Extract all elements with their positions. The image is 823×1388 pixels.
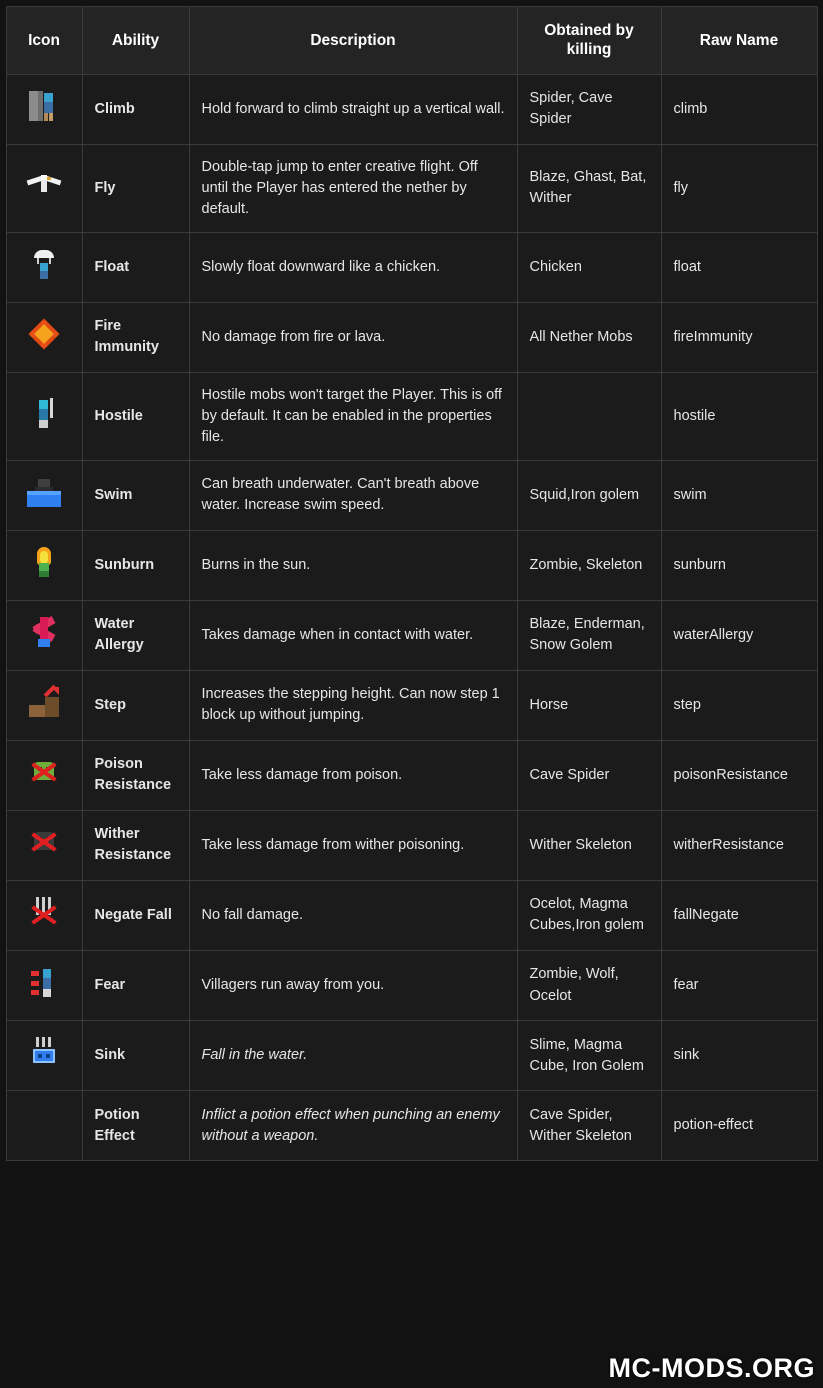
raw-name: swim <box>661 460 817 530</box>
raw-name: fear <box>661 951 817 1021</box>
column-header-raw-name: Raw Name <box>661 7 817 75</box>
icon-cell <box>6 530 82 600</box>
table-row <box>6 1021 817 1091</box>
table-row <box>6 232 817 302</box>
negate-fall-icon <box>25 893 63 931</box>
raw-name: step <box>661 670 817 740</box>
obtained-by-killing <box>517 372 661 460</box>
ability-name: Fear <box>82 951 189 1021</box>
table-row <box>6 74 817 144</box>
obtained-by-killing: Blaze, Enderman, Snow Golem <box>517 600 661 670</box>
fire-immunity-icon <box>25 315 63 353</box>
obtained-by-killing: Squid,Iron golem <box>517 460 661 530</box>
table-header <box>6 7 817 75</box>
icon-cell <box>6 460 82 530</box>
site-watermark: MC-MODS.ORG <box>608 1353 815 1383</box>
water-allergy-icon <box>25 613 63 651</box>
raw-name: climb <box>661 74 817 144</box>
ability-name: Poison Resistance <box>82 740 189 810</box>
ability-name: Sink <box>82 1021 189 1091</box>
fear-icon <box>25 963 63 1001</box>
raw-name: hostile <box>661 372 817 460</box>
step-icon <box>25 683 63 721</box>
icon-cell <box>6 302 82 372</box>
column-header-obtained-by-killing: Obtained by killing <box>517 7 661 75</box>
sink-icon <box>25 1033 63 1071</box>
raw-name: potion-effect <box>661 1091 817 1161</box>
ability-name: Fly <box>82 144 189 232</box>
raw-name: fallNegate <box>661 880 817 950</box>
ability-name: Negate Fall <box>82 880 189 950</box>
raw-name: fly <box>661 144 817 232</box>
ability-description: Take less damage from poison. <box>189 740 517 810</box>
raw-name: poisonResistance <box>661 740 817 810</box>
column-header-icon: Icon <box>6 7 82 75</box>
ability-name: Swim <box>82 460 189 530</box>
table-row <box>6 951 817 1021</box>
ability-description: Fall in the water. <box>189 1021 517 1091</box>
icon-cell <box>6 1091 82 1161</box>
obtained-by-killing: Slime, Magma Cube, Iron Golem <box>517 1021 661 1091</box>
ability-description: No fall damage. <box>189 880 517 950</box>
column-header-description: Description <box>189 7 517 75</box>
swim-icon <box>25 473 63 511</box>
ability-name: Water Allergy <box>82 600 189 670</box>
raw-name: sunburn <box>661 530 817 600</box>
icon-cell <box>6 740 82 810</box>
ability-name: Sunburn <box>82 530 189 600</box>
obtained-by-killing: Chicken <box>517 232 661 302</box>
table-body <box>6 74 817 1160</box>
table-row <box>6 670 817 740</box>
raw-name: witherResistance <box>661 810 817 880</box>
table-row <box>6 302 817 372</box>
ability-description: Inflict a potion effect when punching an enemy without a weapon. <box>189 1091 517 1161</box>
icon-cell <box>6 1021 82 1091</box>
icon-cell <box>6 810 82 880</box>
icon-cell <box>6 670 82 740</box>
table-row <box>6 880 817 950</box>
obtained-by-killing: Wither Skeleton <box>517 810 661 880</box>
ability-name: Hostile <box>82 372 189 460</box>
raw-name: float <box>661 232 817 302</box>
ability-description: Burns in the sun. <box>189 530 517 600</box>
icon-cell <box>6 74 82 144</box>
obtained-by-killing: Cave Spider, Wither Skeleton <box>517 1091 661 1161</box>
icon-cell <box>6 600 82 670</box>
obtained-by-killing: Ocelot, Magma Cubes,Iron golem <box>517 880 661 950</box>
icon-cell <box>6 951 82 1021</box>
ability-description: Double-tap jump to enter creative flight. Off until the Player has entered the nether by default. <box>189 144 517 232</box>
icon-cell <box>6 144 82 232</box>
obtained-by-killing: All Nether Mobs <box>517 302 661 372</box>
sunburn-icon <box>25 543 63 581</box>
table-row <box>6 1091 817 1161</box>
ability-description: Hostile mobs won't target the Player. This is off by default. It can be enabled in the properties file. <box>189 372 517 460</box>
table-row <box>6 144 817 232</box>
obtained-by-killing: Zombie, Skeleton <box>517 530 661 600</box>
table-row <box>6 460 817 530</box>
table-row <box>6 600 817 670</box>
ability-name: Potion Effect <box>82 1091 189 1161</box>
obtained-by-killing: Zombie, Wolf, Ocelot <box>517 951 661 1021</box>
ability-description: Slowly float downward like a chicken. <box>189 232 517 302</box>
raw-name: sink <box>661 1021 817 1091</box>
ability-name: Step <box>82 670 189 740</box>
table-row <box>6 530 817 600</box>
ability-description: Increases the stepping height. Can now step 1 block up without jumping. <box>189 670 517 740</box>
ability-name: Fire Immunity <box>82 302 189 372</box>
climb-icon <box>25 87 63 125</box>
ability-description: Takes damage when in contact with water. <box>189 600 517 670</box>
page-container <box>0 6 823 1388</box>
hostile-icon <box>25 394 63 432</box>
potion-effect-icon <box>25 1103 63 1141</box>
table-header-row <box>6 7 817 75</box>
table-row <box>6 810 817 880</box>
fly-icon <box>25 166 63 204</box>
obtained-by-killing: Spider, Cave Spider <box>517 74 661 144</box>
ability-name: Climb <box>82 74 189 144</box>
ability-description: Take less damage from wither poisoning. <box>189 810 517 880</box>
ability-name: Float <box>82 232 189 302</box>
float-icon <box>25 245 63 283</box>
raw-name: waterAllergy <box>661 600 817 670</box>
abilities-table <box>6 6 818 1161</box>
obtained-by-killing: Cave Spider <box>517 740 661 810</box>
table-row <box>6 740 817 810</box>
column-header-ability: Ability <box>82 7 189 75</box>
obtained-by-killing: Horse <box>517 670 661 740</box>
raw-name: fireImmunity <box>661 302 817 372</box>
poison-resistance-icon <box>25 753 63 791</box>
icon-cell <box>6 372 82 460</box>
ability-name: Wither Resistance <box>82 810 189 880</box>
ability-description: No damage from fire or lava. <box>189 302 517 372</box>
icon-cell <box>6 232 82 302</box>
obtained-by-killing: Blaze, Ghast, Bat, Wither <box>517 144 661 232</box>
table-row <box>6 372 817 460</box>
ability-description: Can breath underwater. Can't breath above water. Increase swim speed. <box>189 460 517 530</box>
ability-description: Villagers run away from you. <box>189 951 517 1021</box>
wither-resistance-icon <box>25 823 63 861</box>
ability-description: Hold forward to climb straight up a vertical wall. <box>189 74 517 144</box>
icon-cell <box>6 880 82 950</box>
